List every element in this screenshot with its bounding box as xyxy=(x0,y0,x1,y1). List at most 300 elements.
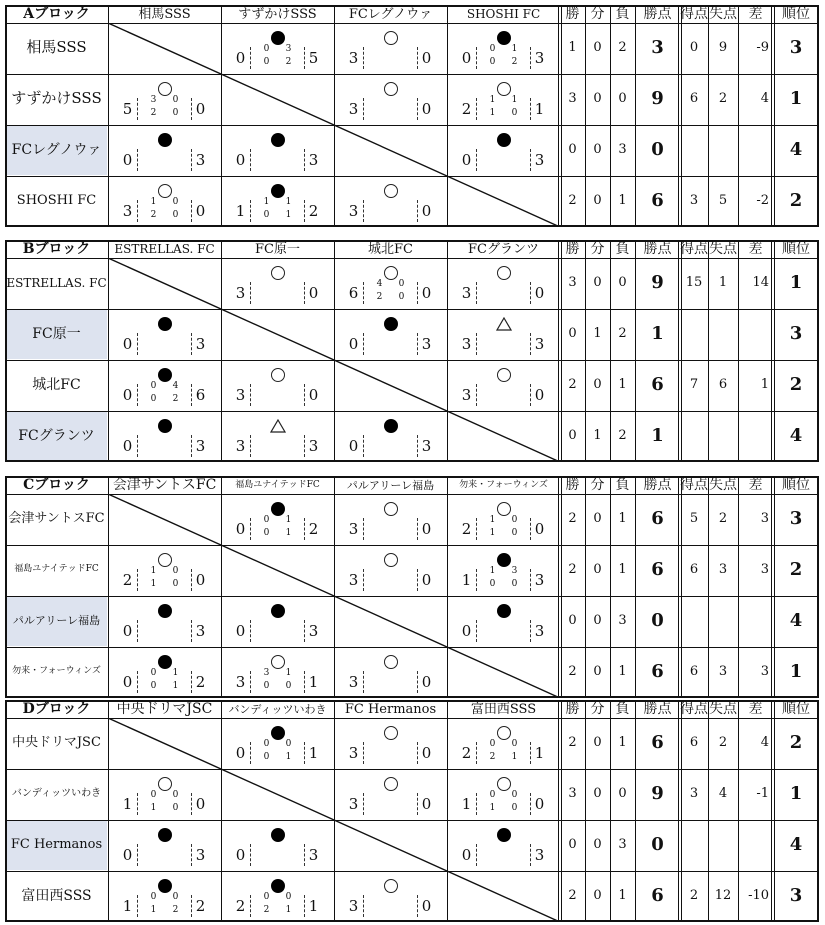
match-cell xyxy=(334,411,447,462)
half-score-half1-against: 1 xyxy=(511,44,518,54)
stat-gd: 3 xyxy=(760,562,769,577)
match-cell xyxy=(221,718,334,769)
stat-d: 0 xyxy=(593,91,602,106)
score-divider xyxy=(417,671,418,693)
win-white-circle-icon xyxy=(271,655,285,669)
win-white-circle-icon xyxy=(271,266,285,280)
half-score-half1-against: 0 xyxy=(285,739,292,749)
win-white-circle-icon xyxy=(384,82,398,96)
score-left: 2 xyxy=(461,520,472,538)
score-divider xyxy=(250,895,251,917)
header-gd: 差 xyxy=(748,701,763,717)
half-score-half1-for: 0 xyxy=(263,44,270,54)
stat-l: 0 xyxy=(618,786,627,801)
stat-pts: 6 xyxy=(651,731,664,753)
loss-black-circle-icon xyxy=(497,604,511,618)
loss-black-circle-icon xyxy=(158,828,172,842)
score-right: 0 xyxy=(195,571,206,589)
score-right: 0 xyxy=(421,571,432,589)
score-divider xyxy=(304,47,305,69)
stat-d: 0 xyxy=(593,377,602,392)
score-divider xyxy=(363,742,364,764)
half-score-half2-for: 0 xyxy=(263,210,270,220)
score-divider xyxy=(530,149,531,171)
half-score-half1-against: 0 xyxy=(172,790,179,800)
stat-gf: 0 xyxy=(689,40,699,55)
match-cell xyxy=(108,360,221,411)
score-left: 2 xyxy=(461,100,472,118)
half-score-half2-for: 2 xyxy=(263,905,270,915)
score-divider xyxy=(250,282,251,304)
match-cell xyxy=(334,718,447,769)
stat-gd: 1 xyxy=(760,377,769,392)
score-divider xyxy=(530,47,531,69)
half-score-half1-against: 3 xyxy=(285,44,292,54)
score-divider xyxy=(137,149,138,171)
score-divider xyxy=(363,793,364,815)
stat-rank: 2 xyxy=(789,189,803,211)
stat-ga: 4 xyxy=(718,786,728,801)
header-win: 勝 xyxy=(565,701,580,717)
score-divider xyxy=(250,844,251,866)
match-cell xyxy=(447,125,560,176)
loss-black-circle-icon xyxy=(158,419,172,433)
win-white-circle-icon xyxy=(384,553,398,567)
stat-ga: 6 xyxy=(718,377,728,392)
stat-rank: 4 xyxy=(789,609,803,631)
half-score-half2-against: 2 xyxy=(285,57,292,67)
half-score-half2-for: 2 xyxy=(376,292,383,302)
half-score-half2-for: 2 xyxy=(150,210,157,220)
stat-gf: 7 xyxy=(689,377,699,392)
half-score-half2-against: 1 xyxy=(285,752,292,762)
header-gf: 得点 xyxy=(680,477,708,493)
stat-w: 2 xyxy=(568,562,577,577)
score-divider xyxy=(530,282,531,304)
team-name: パルアリーレ福島 xyxy=(12,614,101,627)
score-divider xyxy=(250,200,251,222)
header-win: 勝 xyxy=(565,477,580,493)
stat-pts: 3 xyxy=(651,36,664,58)
header-ga: 失点 xyxy=(709,6,737,22)
stat-l: 1 xyxy=(618,377,627,392)
score-right: 1 xyxy=(534,744,545,762)
stat-gd: 14 xyxy=(752,275,769,290)
score-divider xyxy=(363,333,364,355)
loss-black-circle-icon xyxy=(271,184,285,198)
half-score-half2-against: 0 xyxy=(398,292,405,302)
score-divider xyxy=(304,384,305,406)
half-score-half2-against: 1 xyxy=(172,681,179,691)
stat-gd: -10 xyxy=(748,888,769,903)
match-cell xyxy=(447,718,560,769)
match-cell xyxy=(334,647,447,698)
half-score-half1-against: 0 xyxy=(511,739,518,749)
win-white-circle-icon xyxy=(158,184,172,198)
stat-rank: 1 xyxy=(789,271,803,293)
win-white-circle-icon xyxy=(384,184,398,198)
col-line xyxy=(771,240,772,462)
score-right: 0 xyxy=(195,100,206,118)
half-score-half1-for: 1 xyxy=(150,566,157,576)
score-right: 3 xyxy=(308,151,319,169)
score-divider xyxy=(476,742,477,764)
match-cell xyxy=(221,411,334,462)
score-right: 3 xyxy=(308,437,319,455)
score-divider xyxy=(530,793,531,815)
stat-l: 0 xyxy=(618,275,627,290)
match-cell xyxy=(108,596,221,647)
half-score-half1-against: 1 xyxy=(285,515,292,525)
score-left: 3 xyxy=(122,202,133,220)
score-divider xyxy=(363,47,364,69)
stat-d: 0 xyxy=(593,142,602,157)
header-draw: 分 xyxy=(590,6,605,22)
stat-rank: 4 xyxy=(789,833,803,855)
half-score-half1-against: 4 xyxy=(172,381,179,391)
stat-pts: 9 xyxy=(651,271,664,293)
loss-black-circle-icon xyxy=(158,879,172,893)
score-divider xyxy=(137,844,138,866)
col-line xyxy=(738,240,739,462)
stat-w: 2 xyxy=(568,193,577,208)
score-divider xyxy=(304,844,305,866)
match-cell xyxy=(221,820,334,871)
score-right: 3 xyxy=(308,622,319,640)
win-white-circle-icon xyxy=(158,777,172,791)
match-cell xyxy=(221,176,334,227)
win-white-circle-icon xyxy=(384,502,398,516)
match-cell xyxy=(221,125,334,176)
loss-black-circle-icon xyxy=(497,828,511,842)
half-score-half2-against: 2 xyxy=(172,394,179,404)
team-name: FCレグノウァ xyxy=(11,141,102,158)
stat-d: 1 xyxy=(593,428,602,443)
stat-d: 0 xyxy=(593,735,602,750)
score-left: 0 xyxy=(122,151,133,169)
stat-pts: 0 xyxy=(651,138,664,160)
score-right: 3 xyxy=(534,49,545,67)
match-cell xyxy=(108,545,221,596)
half-score-half2-for: 0 xyxy=(489,579,496,589)
half-score-half1-for: 0 xyxy=(489,790,496,800)
stat-gf: 15 xyxy=(685,275,703,290)
match-cell xyxy=(447,360,560,411)
stat-d: 0 xyxy=(593,888,602,903)
score-left: 0 xyxy=(122,846,133,864)
stat-l: 1 xyxy=(618,511,627,526)
header-draw: 分 xyxy=(590,241,605,257)
score-divider xyxy=(191,149,192,171)
match-cell xyxy=(221,23,334,74)
half-score-half1-for: 1 xyxy=(263,197,270,207)
score-right: 1 xyxy=(308,744,319,762)
score-left: 0 xyxy=(461,151,472,169)
header-lose: 負 xyxy=(615,241,630,257)
header-points: 勝点 xyxy=(643,701,672,717)
half-score-half1-for: 0 xyxy=(150,381,157,391)
half-score-half1-against: 0 xyxy=(511,515,518,525)
half-score-half1-for: 0 xyxy=(263,892,270,902)
half-score-half1-for: 1 xyxy=(489,515,496,525)
score-divider xyxy=(363,98,364,120)
score-divider xyxy=(363,569,364,591)
half-score-half2-against: 1 xyxy=(285,905,292,915)
score-left: 0 xyxy=(461,846,472,864)
match-cell xyxy=(447,309,560,360)
score-left: 0 xyxy=(122,622,133,640)
score-left: 3 xyxy=(235,673,246,691)
half-score-half2-against: 0 xyxy=(511,579,518,589)
score-divider xyxy=(363,282,364,304)
half-score-half1-for: 1 xyxy=(489,95,496,105)
score-right: 0 xyxy=(421,520,432,538)
header-ga: 失点 xyxy=(709,477,737,493)
stat-d: 0 xyxy=(593,837,602,852)
score-divider xyxy=(476,282,477,304)
team-name: 城北FC xyxy=(32,376,81,393)
score-right: 2 xyxy=(308,520,319,538)
score-divider xyxy=(476,98,477,120)
half-score-half2-for: 0 xyxy=(263,681,270,691)
half-score-half1-against: 0 xyxy=(172,197,179,207)
header-team-name: すずかけSSS xyxy=(238,6,317,22)
score-divider xyxy=(137,895,138,917)
stat-w: 2 xyxy=(568,735,577,750)
loss-black-circle-icon xyxy=(271,726,285,740)
match-cell xyxy=(334,494,447,545)
stat-l: 1 xyxy=(618,562,627,577)
col-line xyxy=(771,5,772,227)
score-divider xyxy=(137,98,138,120)
header-lose: 負 xyxy=(615,477,630,493)
score-left: 3 xyxy=(235,437,246,455)
score-left: 3 xyxy=(461,284,472,302)
stat-pts: 0 xyxy=(651,609,664,631)
col-line xyxy=(708,240,709,462)
header-gd: 差 xyxy=(748,477,763,493)
stat-gd: 3 xyxy=(760,511,769,526)
score-left: 3 xyxy=(348,100,359,118)
score-left: 3 xyxy=(461,335,472,353)
score-divider xyxy=(304,895,305,917)
score-divider xyxy=(476,569,477,591)
score-divider xyxy=(137,200,138,222)
score-left: 1 xyxy=(122,897,133,915)
half-score-half1-for: 0 xyxy=(489,44,496,54)
match-cell xyxy=(108,411,221,462)
header-gd: 差 xyxy=(748,6,763,22)
half-score-half2-against: 0 xyxy=(511,108,518,118)
header-gf: 得点 xyxy=(680,6,708,22)
loss-black-circle-icon xyxy=(497,553,511,567)
half-score-half2-for: 2 xyxy=(489,752,496,762)
half-score-half2-against: 2 xyxy=(172,905,179,915)
header-rank: 順位 xyxy=(782,701,810,717)
half-score-half1-for: 3 xyxy=(263,668,270,678)
loss-black-circle-icon xyxy=(158,133,172,147)
score-left: 0 xyxy=(122,386,133,404)
score-right: 3 xyxy=(421,335,432,353)
stat-rank: 2 xyxy=(789,373,803,395)
score-divider xyxy=(417,282,418,304)
match-cell xyxy=(334,258,447,309)
win-white-circle-icon xyxy=(497,777,511,791)
loss-black-circle-icon xyxy=(497,31,511,45)
half-score-half2-for: 1 xyxy=(489,528,496,538)
header-team-name: ESTRELLAS. FC xyxy=(114,242,215,256)
half-score-half1-for: 0 xyxy=(489,739,496,749)
score-right: 3 xyxy=(195,151,206,169)
score-left: 3 xyxy=(348,897,359,915)
score-left: 2 xyxy=(461,744,472,762)
score-divider xyxy=(304,518,305,540)
score-right: 0 xyxy=(421,100,432,118)
half-score-half1-for: 0 xyxy=(150,668,157,678)
header-team-name: SHOSHI FC xyxy=(466,7,541,21)
stat-rank: 3 xyxy=(789,322,803,344)
match-cell xyxy=(447,494,560,545)
half-score-half1-against: 0 xyxy=(511,790,518,800)
stat-ga: 3 xyxy=(718,562,728,577)
header-team-name: FC Hermanos xyxy=(344,701,437,717)
score-right: 3 xyxy=(308,846,319,864)
stat-w: 2 xyxy=(568,511,577,526)
stat-rank: 4 xyxy=(789,138,803,160)
stat-gd: 4 xyxy=(760,735,769,750)
stat-gf: 6 xyxy=(689,735,699,750)
half-score-half2-for: 0 xyxy=(489,57,496,67)
score-left: 3 xyxy=(461,386,472,404)
match-cell xyxy=(447,820,560,871)
score-left: 3 xyxy=(348,202,359,220)
win-white-circle-icon xyxy=(384,879,398,893)
score-divider xyxy=(530,844,531,866)
match-cell xyxy=(108,74,221,125)
stat-pts: 6 xyxy=(651,189,664,211)
header-team-name: 相馬SSS xyxy=(138,6,191,22)
block-c xyxy=(5,476,819,698)
win-white-circle-icon xyxy=(158,82,172,96)
score-divider xyxy=(417,569,418,591)
loss-black-circle-icon xyxy=(271,828,285,842)
score-left: 0 xyxy=(122,335,133,353)
stat-l: 3 xyxy=(618,142,627,157)
score-divider xyxy=(304,620,305,642)
score-right: 0 xyxy=(534,386,545,404)
match-cell xyxy=(221,871,334,922)
stat-gd: -9 xyxy=(756,40,769,55)
score-divider xyxy=(304,671,305,693)
match-cell xyxy=(108,820,221,871)
stat-rank: 2 xyxy=(789,731,803,753)
score-divider xyxy=(191,844,192,866)
score-divider xyxy=(250,149,251,171)
half-score-half1-for: 4 xyxy=(376,279,383,289)
match-cell xyxy=(221,596,334,647)
score-right: 0 xyxy=(534,284,545,302)
stat-rank: 1 xyxy=(789,87,803,109)
match-cell xyxy=(221,494,334,545)
header-draw: 分 xyxy=(590,477,605,493)
col-line xyxy=(771,476,772,698)
stat-l: 2 xyxy=(618,40,627,55)
win-white-circle-icon xyxy=(497,266,511,280)
match-cell xyxy=(334,545,447,596)
match-cell xyxy=(334,309,447,360)
header-win: 勝 xyxy=(565,241,580,257)
header-draw: 分 xyxy=(590,701,605,717)
score-right: 0 xyxy=(308,386,319,404)
match-cell xyxy=(447,23,560,74)
block-b xyxy=(5,240,819,462)
loss-black-circle-icon xyxy=(271,31,285,45)
score-left: 2 xyxy=(122,571,133,589)
stat-pts: 6 xyxy=(651,373,664,395)
score-right: 0 xyxy=(308,284,319,302)
score-divider xyxy=(304,200,305,222)
team-name: 会津サントスFC xyxy=(8,511,105,526)
loss-black-circle-icon xyxy=(384,317,398,331)
stat-ga: 2 xyxy=(718,735,728,750)
team-name: FCグランツ xyxy=(18,427,95,444)
score-right: 0 xyxy=(421,49,432,67)
score-left: 0 xyxy=(235,744,246,762)
header-rank: 順位 xyxy=(782,241,810,257)
match-cell xyxy=(108,176,221,227)
win-white-circle-icon xyxy=(497,502,511,516)
score-divider xyxy=(191,895,192,917)
score-right: 0 xyxy=(421,744,432,762)
loss-black-circle-icon xyxy=(384,419,398,433)
score-divider xyxy=(417,333,418,355)
match-cell xyxy=(447,769,560,820)
score-divider xyxy=(137,435,138,457)
score-left: 0 xyxy=(122,437,133,455)
header-win: 勝 xyxy=(565,6,580,22)
header-team-name: 会津サントスFC xyxy=(112,477,217,493)
score-left: 1 xyxy=(235,202,246,220)
half-score-half2-against: 1 xyxy=(285,528,292,538)
stat-pts: 9 xyxy=(651,87,664,109)
stat-gf: 3 xyxy=(689,193,699,208)
score-left: 1 xyxy=(461,571,472,589)
stat-gd: -1 xyxy=(756,786,769,801)
half-score-half1-for: 1 xyxy=(489,566,496,576)
score-divider xyxy=(363,895,364,917)
score-right: 5 xyxy=(308,49,319,67)
header-team-name: バンディッツいわき xyxy=(228,702,327,716)
score-divider xyxy=(137,333,138,355)
stat-ga: 12 xyxy=(714,888,732,903)
score-right: 6 xyxy=(195,386,206,404)
loss-black-circle-icon xyxy=(158,317,172,331)
score-divider xyxy=(137,620,138,642)
half-score-half1-against: 1 xyxy=(511,95,518,105)
stat-gd: 3 xyxy=(760,664,769,679)
score-right: 0 xyxy=(534,520,545,538)
col-line xyxy=(681,240,682,462)
score-left: 1 xyxy=(461,795,472,813)
match-cell xyxy=(221,258,334,309)
match-cell xyxy=(447,258,560,309)
score-divider xyxy=(191,333,192,355)
half-score-half2-for: 1 xyxy=(489,803,496,813)
score-right: 0 xyxy=(195,795,206,813)
score-divider xyxy=(476,793,477,815)
match-cell xyxy=(221,647,334,698)
half-score-half1-against: 0 xyxy=(398,279,405,289)
